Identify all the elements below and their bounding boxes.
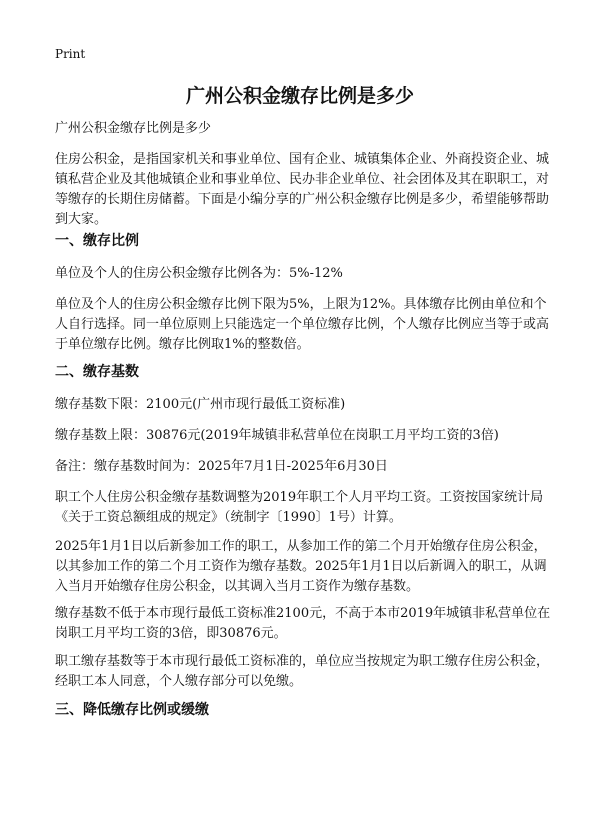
rates-paragraph-1: 单位及个人的住房公积金缴存比例各为：5%-12% xyxy=(55,266,343,281)
base-upper-limit: 缴存基数上限：30876元(2019年城镇非私营单位在岗职工月平均工资的3倍) xyxy=(55,428,499,443)
print-label: Print xyxy=(55,47,86,61)
section-heading-reduction: 三、降低缴存比例或缓缴 xyxy=(55,702,209,718)
article-subtitle: 广州公积金缴存比例是多少 xyxy=(55,121,212,136)
intro-paragraph: 住房公积金，是指国家机关和事业单位、国有企业、城镇集体企业、外商投资企业、城镇私营企业及其他城镇企业和事业单位、民办非企业单位、社会团体及其在职职工，对等缴存的长期住房储蓄。下面是小编分享的广州公积金缴存比例是多少，希望能够帮助到大家。 xyxy=(55,152,550,227)
base-paragraph-5: 2025年1月1日以后新参加工作的职工，从参加工作的第二个月开始缴存住房公积金，以其参加工作的第二个月工资作为缴存基数。2025年1月1日以后新调入的职工，从调入当月开始缴存住房公积金，以其调入当月工资作为缴存基数。 xyxy=(55,539,547,594)
base-period-note: 备注：缴存基数时间为：2025年7月1日-2025年6月30日 xyxy=(55,459,388,474)
page-title: 广州公积金缴存比例是多少 xyxy=(185,85,414,107)
base-paragraph-6: 缴存基数不低于本市现行最低工资标准2100元，不高于本市2019年城镇非私营单位在岗职工月平均工资的3倍，即30876元。 xyxy=(55,606,551,641)
base-lower-limit: 缴存基数下限：2100元(广州市现行最低工资标准) xyxy=(55,397,346,412)
section-heading-rates: 一、缴存比例 xyxy=(55,233,139,249)
base-paragraph-7: 职工缴存基数等于本市现行最低工资标准的，单位应当按规定为职工缴存住房公积金，经职工本人同意，个人缴存部分可以免缴。 xyxy=(55,654,550,689)
base-paragraph-4: 职工个人住房公积金缴存基数调整为2019年职工个人月平均工资。工资按国家统计局《关于工资总额组成的规定》（统制字〔1990〕1号）计算。 xyxy=(55,490,544,525)
rates-paragraph-2: 单位及个人的住房公积金缴存比例下限为5%，上限为12%。具体缴存比例由单位和个人自行选择。同一单位原则上只能选定一个单位缴存比例，个人缴存比例应当等于或高于单位缴存比例。缴存比例取1%的整数倍。 xyxy=(55,297,550,352)
section-heading-base: 二、缴存基数 xyxy=(55,364,139,380)
